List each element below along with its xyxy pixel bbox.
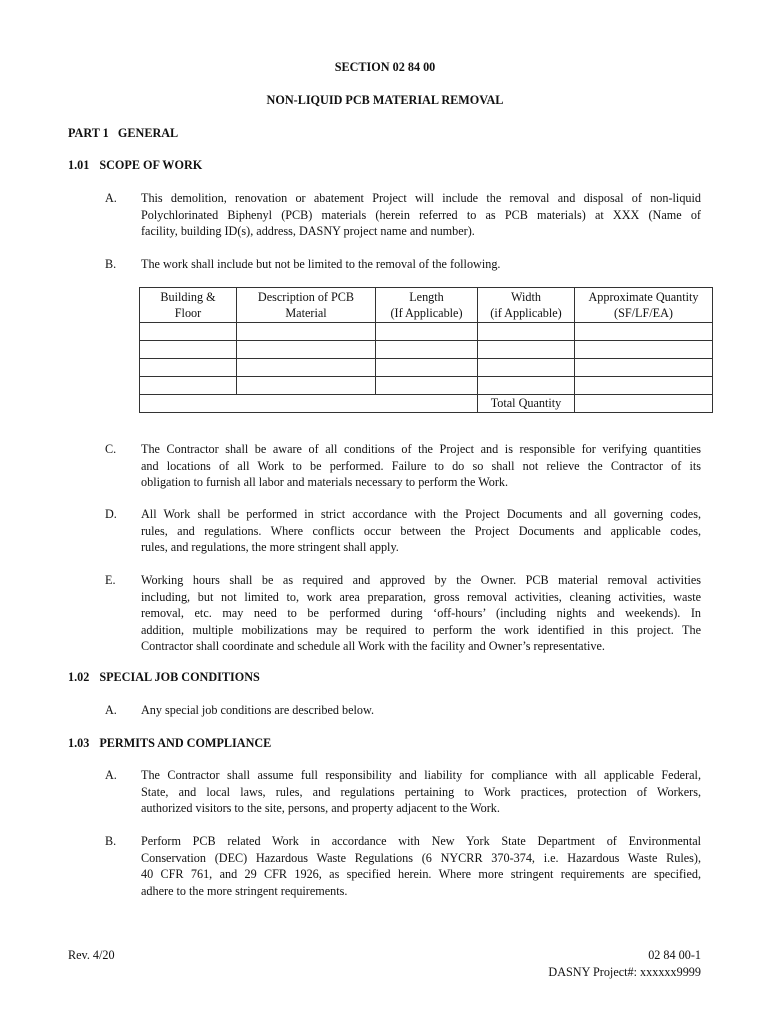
footer-project-number: DASNY Project#: xxxxxx9999 [548,964,701,979]
total-quantity-cell[interactable] [575,395,713,413]
item-letter-1-01-c: C. [105,442,117,456]
paragraph-line: Working hours shall be as required and approved by the Owner. PCB material removal activities [141,573,701,587]
table-header-row [140,288,713,323]
heading-title: SCOPE OF WORK [99,158,203,172]
table-row [140,377,713,395]
col-length: Length (If Applicable) [376,288,478,323]
table-cell[interactable] [575,377,713,395]
table-cell[interactable] [237,323,376,341]
table-cell[interactable] [140,323,237,341]
table-total-spacer [140,395,478,413]
footer-revision: Rev. 4/20 [68,948,115,962]
heading-1-01 [68,157,202,174]
paragraph-line: Perform PCB related Work in accordance with New York State Department of Environmental [141,834,701,848]
heading-number: 1.01 [68,158,90,172]
heading-title: PERMITS AND COMPLIANCE [99,736,272,750]
paragraph-line: removal, etc. may need to be performed during ‘off-hours’ (including nights and weekends). In [141,606,701,620]
section-subtitle: NON-LIQUID PCB MATERIAL REMOVAL [266,93,504,107]
paragraph-line: The Contractor shall assume full responsibility and liability for compliance with all applicable Federal, [141,768,701,782]
paragraph-line: addition, multiple mobilizations may be required to perform the work identified in this project. The [141,622,701,637]
paragraph-line: and locations of all Work to be performed. Failure to do so shall not relieve the Contractor of its [141,458,701,473]
table-cell[interactable] [376,377,478,395]
col-width: Width (if Applicable) [478,288,575,323]
paragraph-1-01-c [141,441,701,491]
paragraph-line: authorized visitors to the site, persons, and property adjacent to the Work. [141,801,500,815]
table-cell[interactable] [478,359,575,377]
paragraph-line: Conservation (DEC) Hazardous Waste Regulations (6 NYCRR 370-374, i.e. Hazardous Waste Rules), [141,850,701,865]
paragraph-1-01-d [141,506,701,556]
col-approx-quantity: Approximate Quantity (SF/LF/EA) [575,288,713,323]
table-cell[interactable] [478,341,575,359]
paragraph-1-01-a [141,190,701,240]
table-row [140,359,713,377]
item-letter-1-03-a: A. [105,768,117,782]
paragraph-line: All Work shall be performed in strict accordance with the Project Documents and all governing codes, [141,507,701,521]
item-letter-1-01-d: D. [105,507,117,521]
paragraph-line: adhere to the more stringent requirements. [141,883,348,898]
paragraph-line: This demolition, renovation or abatement Project will include the removal and disposal of non-liquid [141,191,701,205]
part-number: PART 1 [68,126,109,140]
part-title: GENERAL [117,126,179,140]
heading-title: SPECIAL JOB CONDITIONS [99,670,260,684]
table-cell[interactable] [140,341,237,359]
table-row [140,341,713,359]
part-heading [68,125,178,142]
footer-page-number: 02 84 00-1 [648,948,701,962]
heading-1-02 [68,669,260,686]
item-letter-1-01-e: E. [105,573,116,587]
col-description: Description of PCB Material [237,288,376,323]
table-cell[interactable] [140,377,237,395]
item-letter-1-01-b: B. [105,257,117,271]
item-letter-1-03-b: B. [105,834,117,848]
paragraph-line: State, and local laws, rules, and regulations pertaining to Work practices, protection of Workers, [141,784,701,799]
table-cell[interactable] [478,323,575,341]
total-quantity-label: Total Quantity [478,395,575,413]
heading-number: 1.02 [68,670,90,684]
item-letter-1-02-a: A. [105,703,117,717]
table-cell[interactable] [237,341,376,359]
paragraph-line: 40 CFR 761, and 29 CFR 1926, as specified herein. Where more stringent requirements are specified, [141,867,701,881]
table-cell[interactable] [140,359,237,377]
table-cell[interactable] [237,377,376,395]
table-total-row [140,395,713,413]
table-cell[interactable] [575,323,713,341]
table-cell[interactable] [575,341,713,359]
paragraph-1-03-a [141,767,701,817]
table-cell[interactable] [478,377,575,395]
paragraph-1-03-b [141,833,701,899]
table-cell[interactable] [575,359,713,377]
table-cell[interactable] [376,359,478,377]
paragraph-line: Polychlorinated Biphenyl (PCB) materials (herein referred to as PCB materials) at XXX (Name of [141,207,701,222]
paragraph-line: rules, and regulations, the more stringent shall apply. [141,540,399,554]
item-letter-1-01-a: A. [105,191,117,205]
paragraph-1-02-a: Any special job conditions are described below. [141,703,375,717]
heading-1-03 [68,735,271,752]
paragraph-1-01-b: The work shall include but not be limited to the removal of the following. [141,257,501,271]
paragraph-line: facility, building ID(s), address, DASNY project name and number). [141,224,475,238]
paragraph-line: rules, and regulations. Where conflicts occur between the Project Documents and applicable codes, [141,523,701,538]
paragraph-line: including, but not limited to, work area preparation, gross removal activities, cleaning activities, waste [141,589,701,604]
paragraph-1-01-e [141,572,701,655]
col-building-floor: Building & Floor [140,288,237,323]
section-title: SECTION 02 84 00 [334,60,436,74]
paragraph-line: obligation to furnish all labor and materials necessary to perform the Work. [141,475,509,489]
footer-page-info [470,947,701,980]
table-cell[interactable] [376,323,478,341]
paragraph-line: The Contractor shall be aware of all conditions of the Project and is responsible for verifying quantities [141,442,701,456]
table-cell[interactable] [376,341,478,359]
heading-number: 1.03 [68,736,90,750]
table-cell[interactable] [237,359,376,377]
pcb-quantity-table [139,287,713,413]
paragraph-line: Contractor shall coordinate and schedule all Work with the facility and Owner’s representative. [141,639,605,653]
table-row [140,323,713,341]
